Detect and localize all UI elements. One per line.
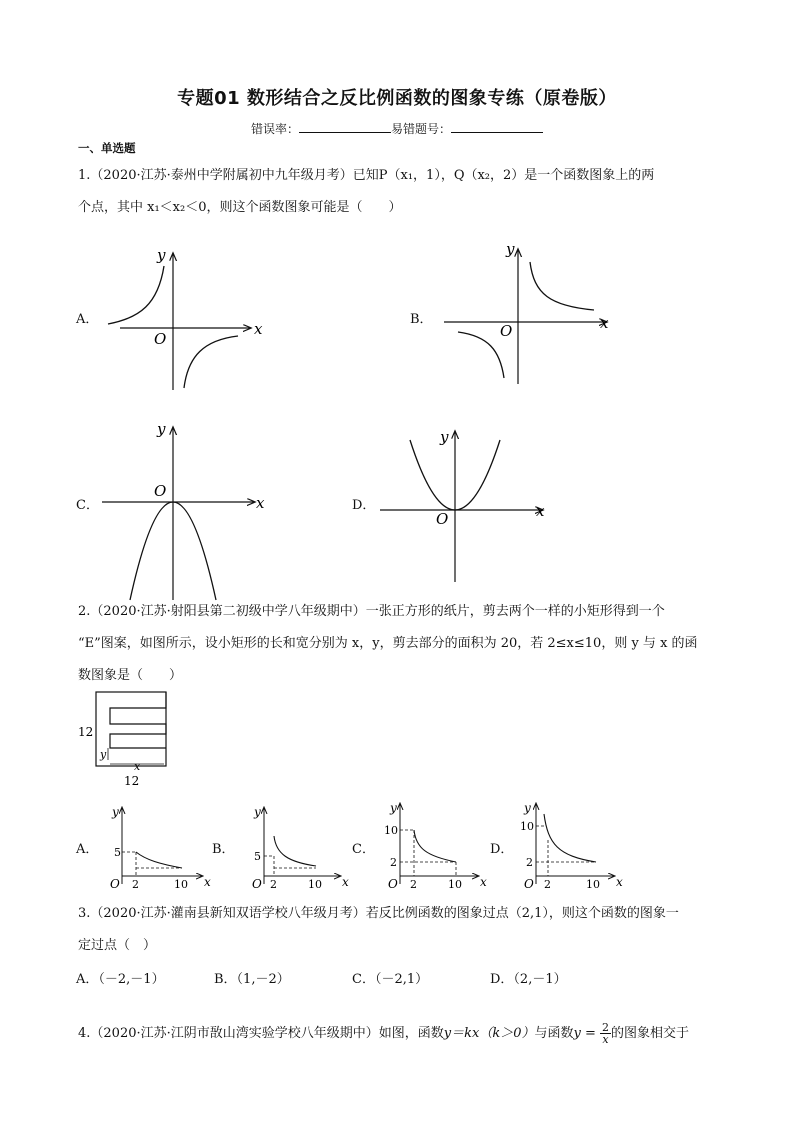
- question-2: [78, 596, 728, 692]
- origin-label: O: [436, 510, 449, 528]
- q1-graph-b: [438, 238, 618, 388]
- curve-right: [184, 336, 238, 388]
- curve: [274, 836, 316, 866]
- q2-option-b-label: B．: [212, 842, 235, 857]
- q3-option-a: A．（－2,－1）: [76, 972, 165, 987]
- e-cutouts: [110, 692, 166, 748]
- y-label: y: [506, 240, 515, 258]
- q4-fraction-num: 2: [602, 1021, 609, 1034]
- x-tick-2: 2: [270, 878, 277, 890]
- q2-graph-b: [244, 804, 354, 890]
- error-rate-label: 错误率：: [250, 122, 299, 136]
- side-bottom-label: 12: [124, 774, 140, 788]
- question-2-line-3: 数图象是（ ）: [78, 668, 183, 683]
- score-line: [0, 120, 794, 137]
- x-tick-2: 2: [410, 878, 417, 890]
- q1-graph-a: [100, 244, 270, 394]
- error-items-label: 易错题号：: [391, 122, 452, 136]
- page-title: 专题01 数形结合之反比例函数的图象专练（原卷版）: [177, 88, 617, 109]
- origin-label: O: [388, 877, 398, 890]
- curve-left: [458, 332, 504, 378]
- question-2-line-1: 2.（2020·江苏·射阳县第二初级中学八年级期中）一张正方形的纸片，剪去两个一样的小矩形得到一个: [78, 604, 665, 619]
- question-3-line-1: 3.（2020·江苏·灌南县新知双语学校八年级月考）若反比例函数的图象过点（2,1），则这个函数的图象一: [78, 906, 679, 921]
- x-tick-2: 2: [132, 878, 139, 890]
- y-tick-2: 2: [526, 856, 533, 869]
- y-label: y: [390, 801, 397, 815]
- x-tick-10: 10: [174, 878, 188, 890]
- x-label: x: [256, 494, 265, 512]
- origin-label: O: [110, 877, 120, 890]
- curve-left: [108, 266, 164, 324]
- x-label: x: [536, 502, 545, 520]
- y-label: y: [112, 805, 119, 819]
- y-label: y: [524, 801, 531, 815]
- y-tick-2: 2: [390, 856, 397, 869]
- section-title: 一、单选题: [78, 141, 136, 155]
- q1-graph-c: [100, 418, 270, 604]
- q2-graph-a: [106, 804, 216, 890]
- q2-graph-c: [382, 800, 492, 890]
- x-tick-10: 10: [448, 878, 462, 890]
- curve: [136, 852, 182, 868]
- question-2-line-2: “E”图案，如图所示，设小矩形的长和宽分别为 x，y，剪去部分的面积为 20，若 2≤x≤10，则 y 与 x 的函: [78, 636, 698, 651]
- curve-right: [530, 262, 594, 310]
- y-tick-10: 10: [384, 824, 398, 837]
- question-3-line-2: 定过点（ ）: [78, 938, 157, 953]
- side-left-label: 12: [78, 725, 94, 739]
- q1-graph-d: [376, 426, 556, 586]
- x-label: x: [254, 320, 263, 338]
- q4-suffix: 的图象相交于: [611, 1026, 690, 1041]
- q2-graph-d: [516, 800, 626, 890]
- q4-fraction-den: x: [602, 1033, 609, 1046]
- q4-func1: y＝kx（k＞0）: [443, 1026, 535, 1041]
- q1-option-a-label: A．: [76, 312, 99, 327]
- q4-func2-lhs: y =: [573, 1026, 596, 1041]
- origin-label: O: [524, 877, 534, 890]
- origin-label: O: [154, 482, 167, 500]
- q2-e-figure: [74, 690, 184, 796]
- question-1: [78, 160, 718, 224]
- error-rate-blank[interactable]: [299, 120, 391, 133]
- y-label: y: [254, 805, 261, 819]
- q2-option-c-label: C．: [352, 842, 375, 857]
- x-label: x: [342, 875, 349, 889]
- y-label: y: [157, 420, 166, 438]
- y-tick: 5: [114, 846, 121, 859]
- q3-option-d: D．（2,－1）: [490, 972, 567, 987]
- x-tick-2: 2: [544, 878, 551, 890]
- origin-label: O: [154, 330, 167, 348]
- q4-mid: 与函数: [534, 1026, 574, 1041]
- x-label: x: [600, 314, 609, 332]
- q2-option-d-label: D．: [490, 842, 514, 857]
- origin-label: O: [252, 877, 262, 890]
- question-4: [78, 1022, 738, 1045]
- question-1-line-2: 个点，其中 x₁＜x₂＜0，则这个函数图象可能是（ ）: [78, 200, 402, 215]
- y-tick-10: 10: [520, 820, 534, 833]
- label-y: y: [100, 748, 107, 761]
- origin-label: O: [500, 322, 513, 340]
- x-tick-10: 10: [586, 878, 600, 890]
- curve: [414, 830, 456, 862]
- q2-option-a-label: A．: [76, 842, 99, 857]
- curve: [544, 814, 596, 862]
- x-tick-10: 10: [308, 878, 322, 890]
- label-x: x: [134, 760, 141, 773]
- question-3: [78, 898, 728, 962]
- x-label: x: [616, 875, 623, 889]
- q4-fraction: [600, 1022, 611, 1045]
- y-tick: 5: [254, 850, 261, 863]
- y-label: y: [440, 428, 449, 446]
- q1-option-c-label: C．: [76, 498, 99, 513]
- x-label: x: [204, 875, 211, 889]
- question-1-line-1: 1.（2020·江苏·泰州中学附属初中九年级月考）已知P（x₁，1），Q（x₂，2）是一个函数图象上的两: [78, 168, 655, 183]
- q4-prefix: 4.（2020·江苏·江阴市敔山湾实验学校八年级期中）如图，函数: [78, 1026, 444, 1041]
- q1-option-b-label: B．: [410, 312, 433, 327]
- error-items-blank[interactable]: [451, 120, 543, 133]
- x-label: x: [480, 875, 487, 889]
- q3-option-c: C．（－2,1）: [352, 972, 429, 987]
- y-label: y: [157, 246, 166, 264]
- square-outline: [96, 692, 166, 766]
- q3-option-b: B．（1,－2）: [214, 972, 290, 987]
- q1-option-d-label: D．: [352, 498, 376, 513]
